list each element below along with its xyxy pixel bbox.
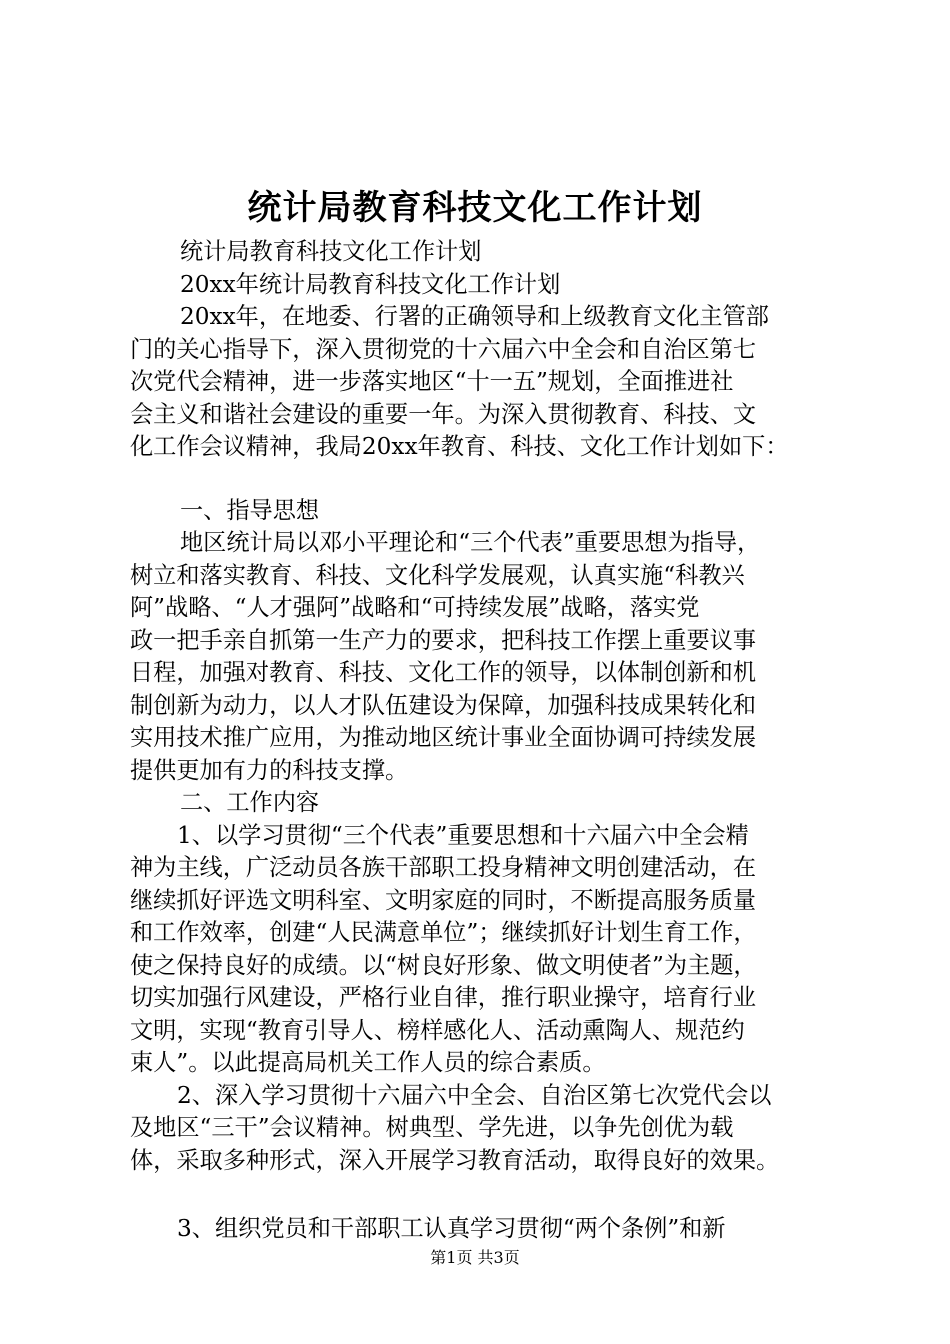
paragraph-line: 2、深入学习贯彻十六届六中全会、自治区第七次党代会以 (177, 1081, 772, 1109)
work-item-3-paragraph (130, 1213, 830, 1246)
paragraph-line: 束人”。以此提高局机关工作人员的综合素质。 (130, 1049, 606, 1076)
page-footer: 第1页 共3页 (430, 1248, 520, 1267)
paragraph-line: 政一把手亲自抓第一生产力的要求，把科技工作摆上重要议事 (130, 626, 757, 654)
paragraph-line: 门的关心指导下，深入贯彻党的十六届六中全会和自治区第七 (130, 335, 757, 363)
work-item-1-paragraph (130, 820, 830, 1080)
paragraph-line: 20xx年，在地委、行署的正确领导和上级教育文化主管部 (180, 303, 769, 330)
paragraph-line: 使之保持良好的成绩。以“树良好形象、做文明使者”为主题， (130, 951, 757, 979)
document-body (130, 236, 830, 1246)
plan-year-line: 20xx年统计局教育科技文化工作计划 (180, 270, 561, 298)
section-heading-work-content: 二、工作内容 (180, 789, 320, 816)
paragraph-line: 阿”战略、“人才强阿”战略和“可持续发展”战略，落实党 (130, 594, 700, 621)
guiding-ideology-paragraph (130, 527, 830, 787)
paragraph-line: 和工作效率，创建“人民满意单位”；继续抓好计划生育工作， (130, 919, 757, 946)
paragraph-line: 树立和落实教育、科技、文化科学发展观，认真实施“科教兴 (130, 561, 745, 589)
paragraph-line: 1、以学习贯彻“三个代表”重要思想和十六届六中全会精 (177, 821, 749, 849)
paragraph-line: 日程，加强对教育、科技、文化工作的领导，以体制创新和机 (130, 659, 757, 686)
paragraph-line: 体，采取多种形式，深入开展学习教育活动，取得良好的效果。 (130, 1146, 780, 1174)
intro-paragraph (130, 301, 830, 464)
subtitle-line: 统计局教育科技文化工作计划 (180, 238, 482, 265)
section-heading-guiding-ideology: 一、指导思想 (180, 496, 320, 524)
work-item-2-paragraph (130, 1080, 830, 1178)
paragraph-line: 地区统计局以邓小平理论和“三个代表”重要思想为指导， (180, 529, 761, 556)
paragraph-line: 切实加强行风建设，严格行业自律，推行职业操守，培育行业 (130, 984, 757, 1011)
paragraph-line: 继续抓好评选文明科室、文明家庭的同时，不断提高服务质量 (130, 886, 757, 914)
document-title: 统计局教育科技文化工作计划 (247, 188, 703, 228)
paragraph-line: 化工作会议精神，我局20xx年教育、科技、文化工作计划如下： (130, 433, 789, 460)
paragraph-line: 次党代会精神，进一步落实地区“十一五”规划，全面推进社 (130, 368, 734, 395)
paragraph-line: 会主义和谐社会建设的重要一年。为深入贯彻教育、科技、文 (130, 400, 757, 428)
paragraph-line: 及地区“三干”会议精神。树典型、学先进，以争先创优为载 (130, 1114, 734, 1141)
paragraph-line: 制创新为动力，以人才队伍建设为保障，加强科技成果转化和 (130, 691, 757, 719)
paragraph-line: 神为主线，广泛动员各族干部职工投身精神文明创建活动，在 (130, 854, 757, 881)
paragraph-line: 3、组织党员和干部职工认真学习贯彻“两个条例”和新 (177, 1215, 726, 1242)
paragraph-line: 提供更加有力的科技支撑。 (130, 756, 409, 784)
paragraph-line: 实用技术推广应用，为推动地区统计事业全面协调可持续发展 (130, 724, 757, 751)
paragraph-line: 文明，实现“教育引导人、榜样感化人、活动熏陶人、规范约 (130, 1016, 745, 1044)
